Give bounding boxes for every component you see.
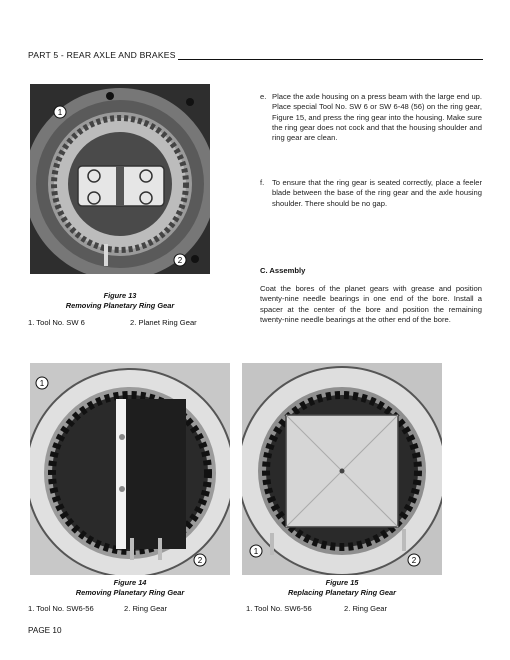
page-number: PAGE 10	[28, 626, 62, 635]
figure-14-photo	[30, 363, 230, 575]
figure-15-number: Figure 15	[325, 578, 359, 587]
figure-15-legend-1: 1. Tool No. SW6-56	[246, 604, 312, 613]
figure-14-legend-1: 1. Tool No. SW6-56	[28, 604, 94, 613]
figure-13-legend-2: 2. Planet Ring Gear	[130, 318, 197, 327]
figure-13-callout-1: 1	[57, 108, 63, 117]
figure-13-legend-1: 1. Tool No. SW 6	[28, 318, 85, 327]
figure-14-callout-1: 1	[39, 379, 45, 388]
step-f	[260, 178, 482, 209]
step-e-text: Place the axle housing on a press beam with the large end up. Place special Tool No. SW 6 or SW 6-48 (56) on the ring gear, Figure 15, and press the ring gear into the housing. Make sure the ring gear does not cock and that the housing shoulder and ring gear are clean.	[272, 92, 482, 143]
figure-14-legend-2: 2. Ring Gear	[124, 604, 168, 613]
figure-13-photo	[30, 84, 210, 274]
section-c-heading: C. Assembly	[260, 266, 306, 275]
step-e-label: e.	[260, 92, 267, 101]
figure-14-callout-2: 2	[197, 556, 203, 565]
header-rule	[178, 59, 483, 60]
section-c-text: Coat the bores of the planet gears with grease and position twenty-nine needle bearings in one end of the bore. Install a spacer at the center of the bore and position the remaining twenty-nine needle bearings at the other end of the bore.	[260, 284, 482, 324]
step-f-text: To ensure that the ring gear is seated correctly, place a feeler blade between the base of the ring gear and the axle housing shoulder. There should be no gap.	[272, 178, 482, 208]
figure-13-callout-2: 2	[177, 256, 183, 265]
figure-15-callout-1: 1	[253, 547, 259, 556]
step-e	[260, 92, 482, 143]
figure-13-number: Figure 13	[103, 291, 137, 300]
figure-14-title: Removing Planetary Ring Gear	[75, 588, 185, 597]
figure-14-number: Figure 14	[113, 578, 147, 587]
figure-13-title: Removing Planetary Ring Gear	[65, 301, 175, 310]
figure-15-callout-2: 2	[411, 556, 417, 565]
figure-15-legend-2: 2. Ring Gear	[344, 604, 388, 613]
figure-15-photo	[242, 363, 442, 575]
page-header: PART 5 - REAR AXLE AND BRAKES	[28, 50, 176, 60]
figure-15-title: Replacing Planetary Ring Gear	[287, 588, 397, 597]
step-f-label: f.	[260, 178, 265, 187]
